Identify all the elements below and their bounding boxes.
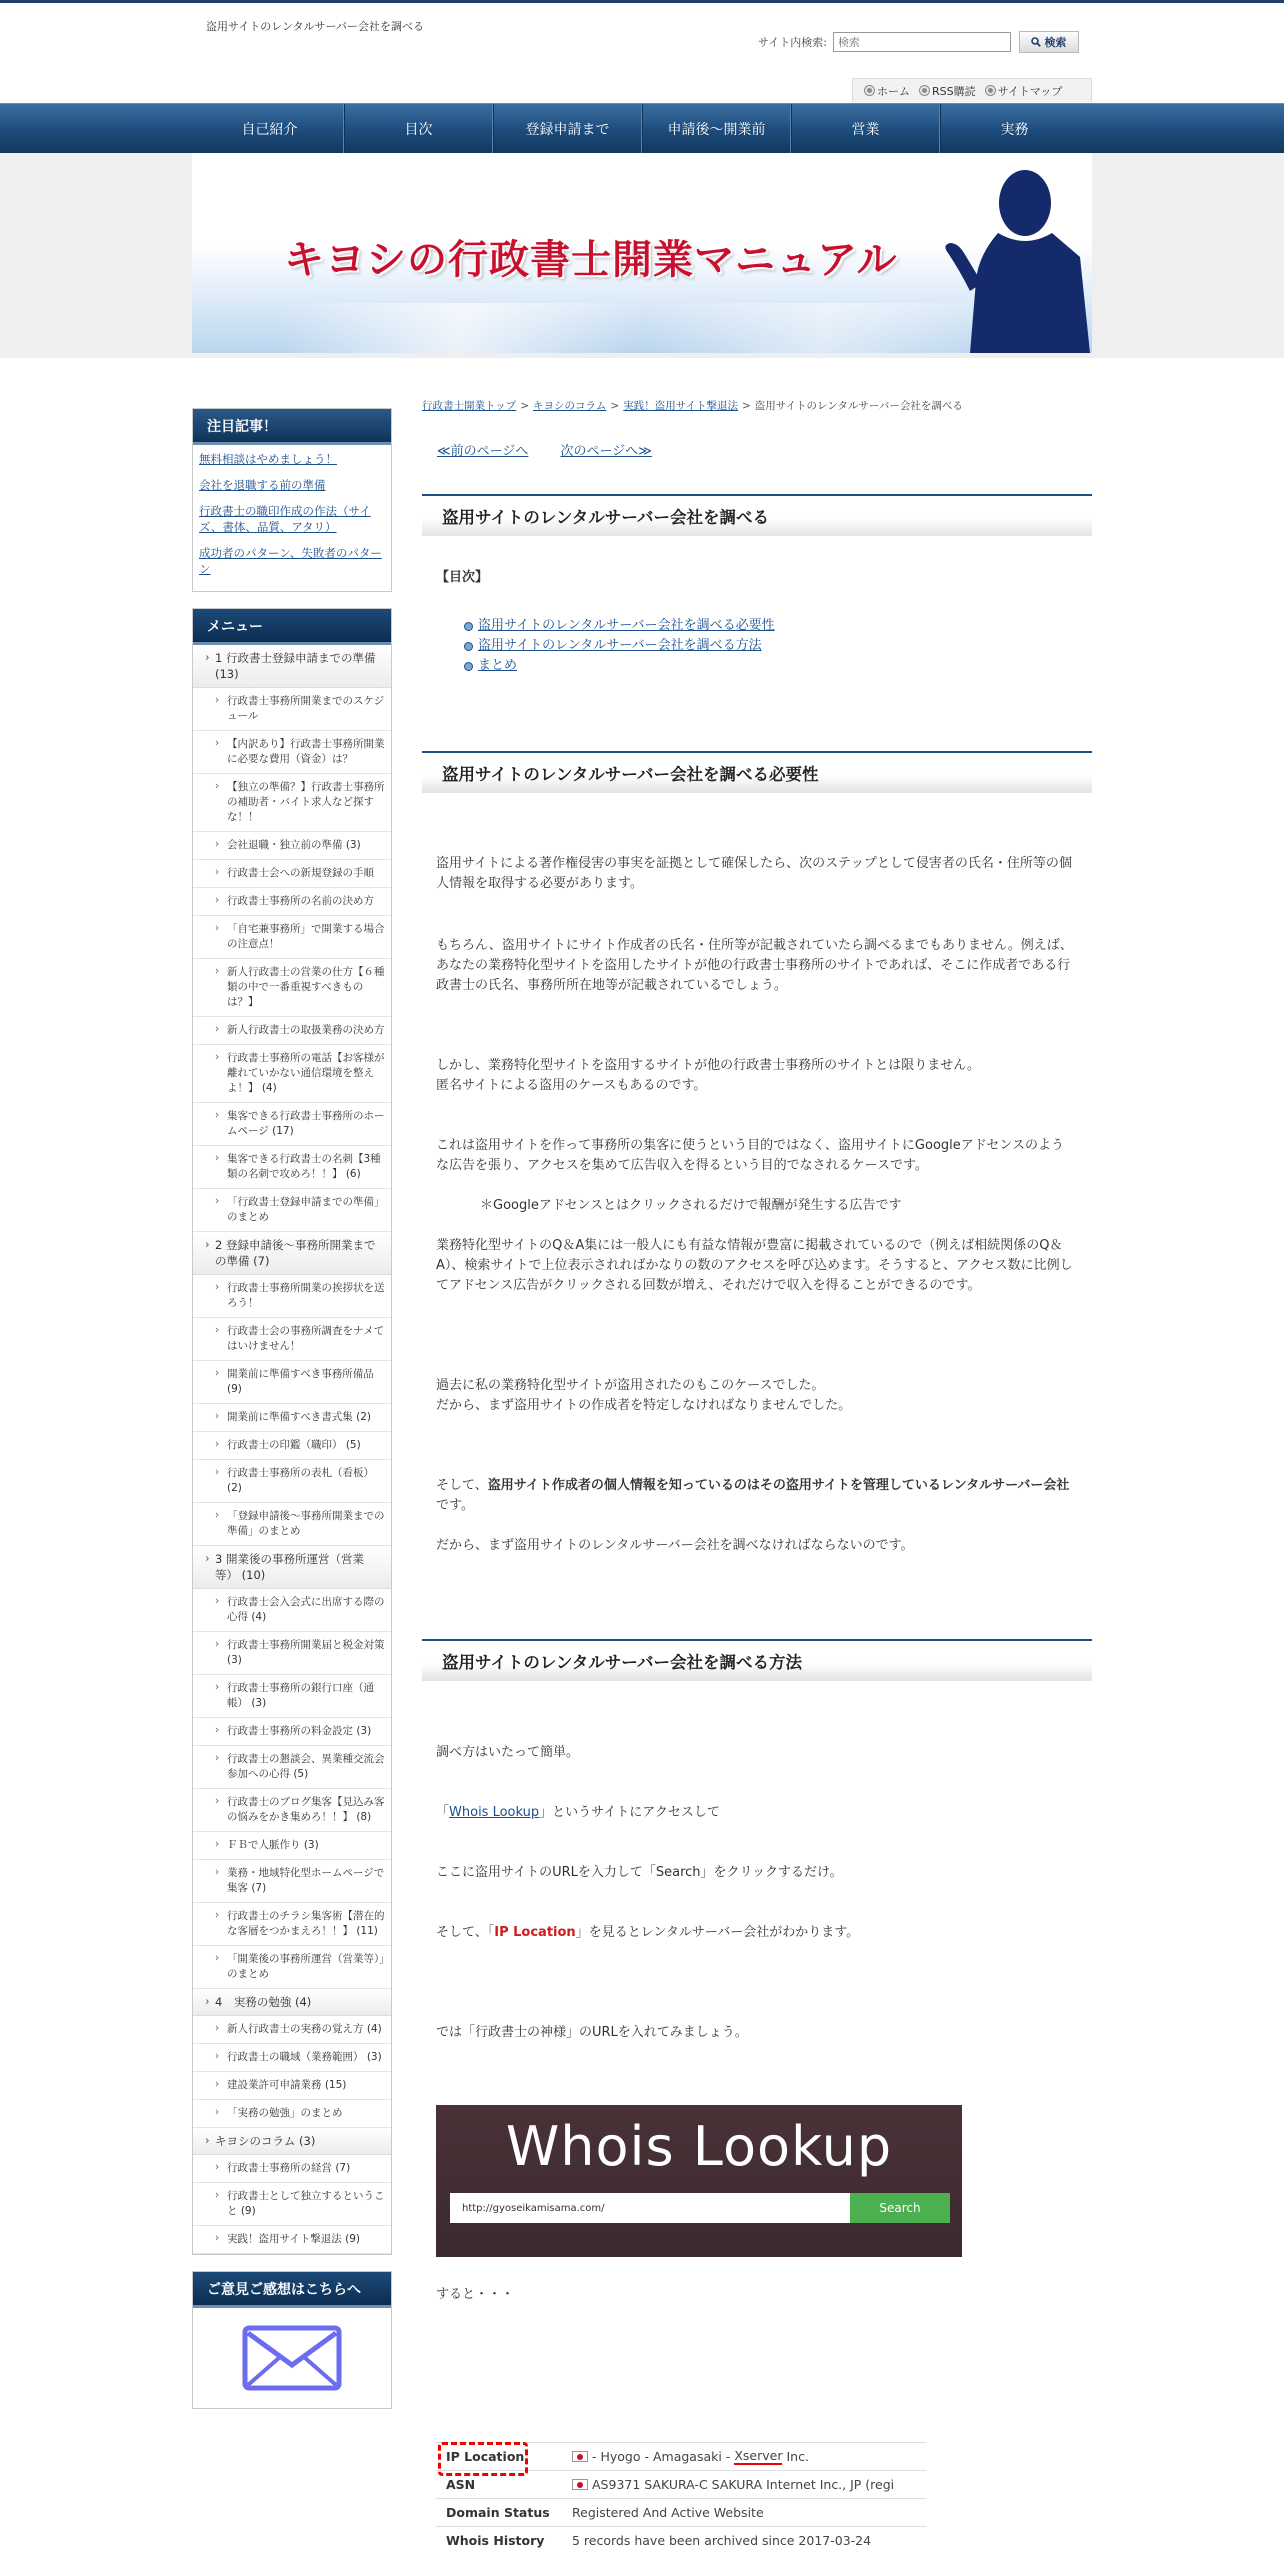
article-title: 盗用サイトのレンタルサーバー会社を調べる <box>422 494 1092 536</box>
bullet-icon <box>986 86 995 95</box>
menu-item[interactable]: › 開業前に準備すべき書式集 (2) <box>193 1404 391 1432</box>
row-key: Domain Status <box>446 2505 550 2520</box>
breadcrumb-current: 盗用サイトのレンタルサーバー会社を調べる <box>754 400 963 412</box>
table-row <box>436 2526 926 2554</box>
paragraph: 匿名サイトによる盗用のケースもあるのです。 <box>436 1078 707 1093</box>
menu-item[interactable]: › 行政書士会の事務所調査をナメてはいけません！ <box>193 1318 391 1361</box>
menu-item[interactable]: › 行政書士事務所の名前の決め方 <box>193 888 391 916</box>
site-search <box>758 31 1079 53</box>
menu-item[interactable]: › 新人行政書士の実務の覚え方 (4) <box>193 2016 391 2044</box>
table-row <box>436 2498 926 2526</box>
menu-item[interactable]: › 行政書士として独立するということ (9) <box>193 2183 391 2226</box>
ip-location-callout <box>438 2442 528 2476</box>
breadcrumb-link[interactable]: 実践！盗用サイト撃退法 <box>623 400 738 412</box>
menu-item[interactable]: › 集客できる行政書士事務所のホームページ (17) <box>193 1103 391 1146</box>
menu-item[interactable]: › 「行政書士登録申請までの準備」のまとめ <box>193 1189 391 1232</box>
utility-links <box>852 78 1092 102</box>
toc-link[interactable]: まとめ <box>478 658 518 673</box>
section-heading-necessity: 盗用サイトのレンタルサーバー会社を調べる必要性 <box>422 751 1092 793</box>
bullet-icon <box>865 86 874 95</box>
menu-item[interactable]: › 行政書士事務所の経営 (7) <box>193 2155 391 2183</box>
table-row: IP Location - Hyogo - Amagasaki - Xserver Inc. <box>436 2442 926 2470</box>
whois-search-button: Search <box>850 2193 950 2223</box>
menu-item[interactable]: › 行政書士事務所の表札（看板） (2) <box>193 1460 391 1503</box>
paragraph: これは盗用サイトを作って事務所の集客に使うという目的ではなく、盗用サイトにGoogleアドセンスのような広告を張り、アクセスを集めて広告収入を得るという目的でなされるケースです。 <box>436 1138 1064 1173</box>
row-value: Registered And Active Website <box>572 2505 764 2520</box>
breadcrumb-link[interactable]: キヨシのコラム <box>533 400 607 412</box>
menu-heading: メニュー <box>193 609 391 645</box>
menu-category[interactable]: › 3 開業後の事務所運営（営業等） (10) <box>193 1546 391 1589</box>
util-rss-link[interactable]: RSS購読 <box>920 83 976 99</box>
paragraph: では「行政書士の神様」のURLを入れてみましょう。 <box>436 2025 748 2040</box>
menu-item[interactable]: › 「登録申請後～事務所開業までの準備」のまとめ <box>193 1503 391 1546</box>
nav-registration[interactable]: 登録申請まで <box>493 104 642 154</box>
menu-category[interactable]: › 2 登録申請後～事務所開業までの準備 (7) <box>193 1232 391 1275</box>
menu-item[interactable]: › 開業前に準備すべき事務所備品 (9) <box>193 1361 391 1404</box>
whois-lookup-screenshot <box>436 2105 962 2257</box>
menu-list <box>193 645 391 2254</box>
paragraph: 業務特化型サイトのQ＆A集には一般人にも有益な情報が豊富に掲載されているので（例えば相続関係のQ＆A）、検索サイトで上位表示されればかなりの数のアクセスを呼び込めます。そうすると、アクセス数に比例してアドセンス広告がクリックされる回数が増え、それだけで収入を得ることができるのです。 <box>436 1238 1073 1293</box>
paragraph: そして、「IP Location」を見るとレンタルサーバー会社がわかります。 <box>436 1925 860 1940</box>
menu-item[interactable]: › 【内訳あり】行政書士事務所開業に必要な費用（資金）は？ <box>193 731 391 774</box>
menu-item[interactable]: › 会社退職・独立前の準備 (3) <box>193 832 391 860</box>
whois-url-field: http://gyoseikamisama.com/ <box>450 2193 850 2223</box>
menu-item[interactable]: › 行政書士事務所開業の挨拶状を送ろう！ <box>193 1275 391 1318</box>
featured-heading: 注目記事！ <box>193 409 391 445</box>
menu-item[interactable]: › 行政書士会入会式に出席する際の心得 (4) <box>193 1589 391 1632</box>
xserver-highlight: Xserver <box>734 2448 783 2463</box>
featured-link[interactable]: 行政書士の職印作成の作法（サイズ、書体、品質、アタリ） <box>199 504 371 534</box>
search-button[interactable] <box>1019 31 1079 53</box>
menu-item[interactable]: › 【独立の準備？】行政書士事務所の補助者・バイト求人など探すな！！ <box>193 774 391 832</box>
nav-pre-opening[interactable]: 申請後～開業前 <box>642 104 791 154</box>
menu-item[interactable]: › 「自宅兼事務所」で開業する場合の注意点！ <box>193 916 391 959</box>
paragraph: ここに盗用サイトのURLを入力して「Search」をクリックするだけ。 <box>436 1865 843 1880</box>
paragraph: もちろん、盗用サイトにサイト作成者の氏名・住所等が記載されていたら調べるまでもありません。例えば、あなたの業務特化型サイトを盗用したサイトが他の行政書士事務所のサイトであれば、そこに作成者である行政書士の氏名、事務所所在地等が記載されているでしょう。 <box>436 938 1073 993</box>
top-accent-bar <box>0 0 1284 3</box>
breadcrumb: 行政書士開業トップ > キヨシのコラム > 実践！盗用サイト撃退法 > 盗用サイトのレンタルサーバー会社を調べる <box>422 400 963 412</box>
menu-item[interactable]: › 行政書士事務所開業届と税金対策 (3) <box>193 1632 391 1675</box>
menu-item[interactable]: › 行政書士事務所の電話【お客様が離れていかない通信環境を整えよ！】 (4) <box>193 1045 391 1103</box>
global-nav <box>0 103 1284 153</box>
paragraph: 過去に私の業務特化型サイトが盗用されたのもこのケースでした。 <box>436 1378 825 1393</box>
banner-title: キヨシの行政書士開業マニュアル <box>284 237 898 283</box>
bullet-icon <box>920 86 929 95</box>
menu-item[interactable]: › 新人行政書士の取扱業務の決め方 <box>193 1017 391 1045</box>
table-row: ASN AS9371 SAKURA-C SAKURA Internet Inc., JP (regi <box>436 2470 926 2498</box>
paragraph: 盗用サイトによる著作権侵害の事実を証拠として確保したら、次のステップとして侵害者の氏名・住所等の個人情報を取得する必要があります。 <box>436 856 1072 891</box>
whois-lookup-link[interactable]: Whois Lookup <box>449 1805 540 1820</box>
whois-title: Whois Lookup <box>505 2115 893 2178</box>
featured-link[interactable]: 成功者のパターン、失敗者のパターン <box>199 546 382 576</box>
search-button-label: 検索 <box>1044 36 1067 49</box>
toc-link[interactable]: 盗用サイトのレンタルサーバー会社を調べる必要性 <box>478 618 775 633</box>
section-heading-method: 盗用サイトのレンタルサーバー会社を調べる方法 <box>422 1639 1092 1681</box>
menu-item[interactable]: › 行政書士の懇談会、異業種交流会参加への心得 (5) <box>193 1746 391 1789</box>
util-home-link[interactable]: ホーム <box>865 83 910 99</box>
menu-item[interactable]: › 行政書士の印鑑（職印） (5) <box>193 1432 391 1460</box>
featured-link[interactable]: 無料相談はやめましょう！ <box>199 452 337 466</box>
menu-item[interactable]: › 行政書士の職域（業務範囲） (3) <box>193 2044 391 2072</box>
toc-link[interactable]: 盗用サイトのレンタルサーバー会社を調べる方法 <box>478 638 762 653</box>
adsense-note: ＊Googleアドセンスとはクリックされるだけで報酬が発生する広告です <box>480 1198 902 1213</box>
menu-item[interactable]: › 「実務の勉強」のまとめ <box>193 2100 391 2128</box>
site-tagline: 盗用サイトのレンタルサーバー会社を調べる <box>206 20 424 33</box>
menu-item[interactable]: › ＦＢで人脈作り (3) <box>193 1832 391 1860</box>
menu-item[interactable]: › 建設業許可申請業務 (15) <box>193 2072 391 2100</box>
menu-item[interactable]: › 「開業後の事務所運営（営業等）」のまとめ <box>193 1946 391 1989</box>
nav-sales[interactable]: 営業 <box>791 104 940 154</box>
row-key: ASN <box>446 2477 476 2492</box>
paragraph: 調べ方はいたって簡単。 <box>436 1745 580 1760</box>
sidebar <box>192 408 392 2425</box>
japan-flag-icon <box>572 2479 588 2490</box>
japan-flag-icon <box>572 2451 588 2462</box>
ip-location-highlight: IP Location <box>494 1925 576 1940</box>
bold-emphasis: 盗用サイト作成者の個人情報を知っているのはその盗用サイトを管理しているレンタルサーバー会社 <box>487 1478 1070 1493</box>
util-sitemap-link[interactable]: サイトマップ <box>986 83 1063 99</box>
search-label: サイト内検索: <box>758 36 827 49</box>
mail-icon[interactable] <box>242 2325 342 2391</box>
menu-item[interactable]: › 行政書士会への新規登録の手順 <box>193 860 391 888</box>
menu-category[interactable]: › 4 実務の勉強 (4) <box>193 1989 391 2016</box>
menu-item[interactable]: › 行政書士事務所の料金設定 (3) <box>193 1718 391 1746</box>
site-banner[interactable] <box>192 153 1092 353</box>
featured-box <box>192 408 392 592</box>
menu-item[interactable]: › 集客できる行政書士の名刺【3種類の名刺で攻めろ！！】 (6) <box>193 1146 391 1189</box>
paragraph: だから、まず盗用サイトの作成者を特定しなければなりませんでした。 <box>436 1398 852 1413</box>
toc-label: 【目次】 <box>436 570 489 585</box>
menu-category[interactable]: › キヨシのコラム (3) <box>193 2128 391 2155</box>
search-input[interactable] <box>833 32 1011 52</box>
menu-item[interactable]: › 行政書士のチラシ集客術【潜在的な客層をつかまえろ！！】 (11) <box>193 1903 391 1946</box>
featured-link[interactable]: 会社を退職する前の準備 <box>199 478 326 492</box>
next-page-link[interactable]: 次のページへ≫ <box>560 444 652 459</box>
menu-item[interactable]: › 実践！盗用サイト撃退法 (9) <box>193 2226 391 2254</box>
menu-box <box>192 608 392 2255</box>
paragraph: だから、まず盗用サイトのレンタルサーバー会社を調べなければならないのです。 <box>436 1538 914 1553</box>
breadcrumb-link[interactable]: 行政書士開業トップ <box>422 400 517 412</box>
search-icon <box>1031 37 1041 47</box>
toc-list <box>436 616 1076 676</box>
pager <box>437 440 680 459</box>
paragraph: しかし、業務特化型サイトを盗用するサイトが他の行政書士事務所のサイトとは限りません。 <box>436 1058 981 1073</box>
menu-item[interactable]: › 業務・地域特化型ホームページで集客 (7) <box>193 1860 391 1903</box>
contact-box <box>192 2271 392 2409</box>
silhouette-figure-icon <box>930 161 1090 353</box>
menu-category[interactable]: › 1 行政書士登録申請までの準備 (13) <box>193 645 391 688</box>
menu-item[interactable]: › 行政書士事務所開業までのスケジュール <box>193 688 391 731</box>
menu-item[interactable]: › 行政書士のブログ集客【見込み客の悩みをかき集めろ！！】 (8) <box>193 1789 391 1832</box>
nav-profile[interactable]: 自己紹介 <box>196 104 344 154</box>
row-key: IP Location <box>446 2449 525 2464</box>
paragraph: すると・・・ <box>436 2287 515 2302</box>
prev-page-link[interactable]: ≪前のページへ <box>437 444 529 459</box>
nav-contents[interactable]: 目次 <box>344 104 493 154</box>
paragraph: 「Whois Lookup」というサイトにアクセスして <box>436 1805 720 1820</box>
row-value: 5 records have been archived since 2017-03-24 <box>572 2533 872 2548</box>
contact-heading[interactable]: ご意見ご感想はこちらへ <box>193 2272 391 2308</box>
paragraph: そして、盗用サイト作成者の個人情報を知っているのはその盗用サイトを管理しているレンタルサーバー会社です。 <box>436 1478 1070 1513</box>
menu-item[interactable]: › 新人行政書士の営業の仕方【６種類の中で一番重視すべきものは？】 <box>193 959 391 1017</box>
nav-practice[interactable]: 実務 <box>940 104 1088 154</box>
menu-item[interactable]: › 行政書士事務所の銀行口座（通帳） (3) <box>193 1675 391 1718</box>
row-key: Whois History <box>446 2533 545 2548</box>
